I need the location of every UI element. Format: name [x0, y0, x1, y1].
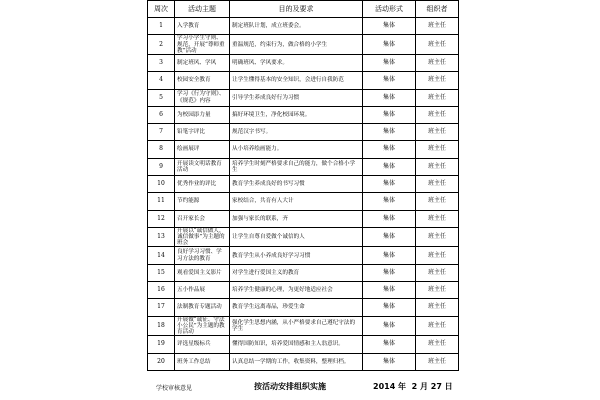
- row-organizer: 班主任: [416, 175, 459, 192]
- header-week: 周次: [148, 1, 175, 18]
- row-goal: 培养学生时刻严格要求自己的能力，做个合格小学生: [230, 158, 363, 175]
- table-row: [148, 193, 459, 210]
- row-organizer: 班主任: [416, 18, 459, 35]
- row-goal: 引导学生养成良好行为习惯: [230, 89, 363, 106]
- row-goal: 强化学生思想内涵，从小严格要求自己遵纪守法的学生: [230, 316, 363, 336]
- table-row: [148, 89, 459, 106]
- row-week: 8: [148, 141, 175, 158]
- table-header-row: [148, 1, 459, 18]
- row-organizer: 班主任: [416, 35, 459, 55]
- row-goal: 懂得国防知识，培养爱国情感和主人翁意识。: [230, 336, 363, 353]
- table-row: [148, 247, 459, 264]
- table-row: [148, 264, 459, 281]
- header-goal: 目的及要求: [230, 1, 363, 18]
- row-theme: 开展做“诚征、守法小公民”为主题的教育活动: [175, 316, 230, 336]
- row-form: 集体: [363, 193, 416, 210]
- row-goal: 让学生自尊自爱做个诚信的人: [230, 227, 363, 247]
- row-week: 20: [148, 353, 175, 370]
- row-form: 集体: [363, 247, 416, 264]
- execute-note: 按活动安排组织实施: [254, 382, 326, 391]
- table-row: [148, 227, 459, 247]
- row-theme: 观看爱国主义影片: [175, 264, 230, 281]
- table-row: [148, 54, 459, 71]
- row-form: 集体: [363, 18, 416, 35]
- row-week: 12: [148, 210, 175, 227]
- row-organizer: 班主任: [416, 336, 459, 353]
- row-organizer: 班主任: [416, 193, 459, 210]
- row-organizer: 班主任: [416, 264, 459, 281]
- row-organizer: 班主任: [416, 124, 459, 141]
- row-form: 集体: [363, 106, 416, 123]
- row-organizer: 班主任: [416, 54, 459, 71]
- row-organizer: 班主任: [416, 89, 459, 106]
- table-row: [148, 175, 459, 192]
- row-week: 3: [148, 54, 175, 71]
- table-row: [148, 158, 459, 175]
- table-row: [148, 210, 459, 227]
- row-theme: 法制教育专题活动: [175, 299, 230, 316]
- row-organizer: 班主任: [416, 353, 459, 370]
- date-text: 2014 年 2 月 27 日: [373, 382, 453, 391]
- row-form: 集体: [363, 299, 416, 316]
- row-week: 17: [148, 299, 175, 316]
- activity-schedule-sheet: [147, 0, 458, 371]
- row-theme: 良好学习习惯、学习方法的教育: [175, 247, 230, 264]
- row-goal: 制定班队计划，成立班委会。: [230, 18, 363, 35]
- row-week: 6: [148, 106, 175, 123]
- row-theme: 优秀作业的评比: [175, 175, 230, 192]
- table-row: [148, 316, 459, 336]
- row-goal: 明确班风、学风要求。: [230, 54, 363, 71]
- table-row: [148, 35, 459, 55]
- activity-schedule-table: [147, 0, 459, 371]
- row-theme: 开展读文明话教育活动: [175, 158, 230, 175]
- row-organizer: 班主任: [416, 106, 459, 123]
- row-goal: 培养学生健康的心理，为更好地适应社会: [230, 282, 363, 299]
- row-form: 集体: [363, 227, 416, 247]
- row-organizer: 班主任: [416, 210, 459, 227]
- row-form: 集体: [363, 175, 416, 192]
- row-goal: 重温规范，约束行为，做合格的小学生: [230, 35, 363, 55]
- row-theme: 学习《行为守则》、《规范》内容: [175, 89, 230, 106]
- row-goal: 对学生进行爱国主义的教育: [230, 264, 363, 281]
- row-form: 集体: [363, 54, 416, 71]
- row-week: 11: [148, 193, 175, 210]
- table-row: [148, 72, 459, 89]
- table-row: [148, 124, 459, 141]
- row-week: 13: [148, 227, 175, 247]
- row-form: 集体: [363, 124, 416, 141]
- row-theme: 制定班风、学风: [175, 54, 230, 71]
- table-row: [148, 141, 459, 158]
- row-week: 16: [148, 282, 175, 299]
- row-week: 14: [148, 247, 175, 264]
- row-theme: 为校园添力量: [175, 106, 230, 123]
- row-goal: 加强与家长的联系，齐: [230, 210, 363, 227]
- row-organizer: 班主任: [416, 247, 459, 264]
- row-theme: 召开家长会: [175, 210, 230, 227]
- row-theme: 校园安全教育: [175, 72, 230, 89]
- footer: [147, 380, 458, 394]
- row-form: 集体: [363, 35, 416, 55]
- row-week: 10: [148, 175, 175, 192]
- table-row: [148, 336, 459, 353]
- header-organizer: 组织者: [416, 1, 459, 18]
- row-organizer: 班主任: [416, 72, 459, 89]
- row-organizer: 班主任: [416, 158, 459, 175]
- row-theme: 班务工作总结: [175, 353, 230, 370]
- row-theme: 绘画展评: [175, 141, 230, 158]
- table-body: [148, 18, 459, 371]
- row-form: 集体: [363, 89, 416, 106]
- row-organizer: 班主任: [416, 227, 459, 247]
- row-form: 集体: [363, 141, 416, 158]
- row-form: 集体: [363, 158, 416, 175]
- row-week: 15: [148, 264, 175, 281]
- row-form: 集体: [363, 353, 416, 370]
- row-theme: 开展以“诚信做人，诚信做事”为主题的班会: [175, 227, 230, 247]
- row-goal: 教育学生养成良好的书写习惯: [230, 175, 363, 192]
- header-form: 活动形式: [363, 1, 416, 18]
- row-theme: 评选星级标兵: [175, 336, 230, 353]
- row-week: 7: [148, 124, 175, 141]
- row-week: 5: [148, 89, 175, 106]
- row-form: 集体: [363, 210, 416, 227]
- approval-label: 学校审核意见: [156, 385, 193, 392]
- row-form: 集体: [363, 316, 416, 336]
- row-theme: 五小作品展: [175, 282, 230, 299]
- row-goal: 认真总结一学期的工作，收集资料，整理归档。: [230, 353, 363, 370]
- row-organizer: 班主任: [416, 141, 459, 158]
- table-row: [148, 299, 459, 316]
- row-week: 9: [148, 158, 175, 175]
- row-goal: 规范汉字书写。: [230, 124, 363, 141]
- row-theme: 学习小学生守则、规范，开展“尊师重教”活动: [175, 35, 230, 55]
- row-theme: 入学教育: [175, 18, 230, 35]
- header-theme: 活动主题: [175, 1, 230, 18]
- row-organizer: 班主任: [416, 316, 459, 336]
- row-week: 4: [148, 72, 175, 89]
- row-goal: 教育学生从小养成良好学习习惯: [230, 247, 363, 264]
- row-goal: 让学生懂得基本的安全知识，会进行自我防范: [230, 72, 363, 89]
- row-goal: 家校结合，共育有人大计: [230, 193, 363, 210]
- row-goal: 教育学生远离毒品，珍爱生命: [230, 299, 363, 316]
- table-row: [148, 106, 459, 123]
- row-form: 集体: [363, 336, 416, 353]
- table-row: [148, 18, 459, 35]
- row-form: 集体: [363, 264, 416, 281]
- row-week: 19: [148, 336, 175, 353]
- row-goal: 搞好环境卫生，净化校园环境。: [230, 106, 363, 123]
- row-goal: 从小培养绘画能力。: [230, 141, 363, 158]
- row-organizer: 班主任: [416, 282, 459, 299]
- row-week: 18: [148, 316, 175, 336]
- row-form: 集体: [363, 72, 416, 89]
- row-theme: 节约能源: [175, 193, 230, 210]
- row-week: 1: [148, 18, 175, 35]
- row-form: 集体: [363, 282, 416, 299]
- table-row: [148, 282, 459, 299]
- row-week: 2: [148, 35, 175, 55]
- table-row: [148, 353, 459, 370]
- row-organizer: 班主任: [416, 299, 459, 316]
- row-theme: 铅笔字评比: [175, 124, 230, 141]
